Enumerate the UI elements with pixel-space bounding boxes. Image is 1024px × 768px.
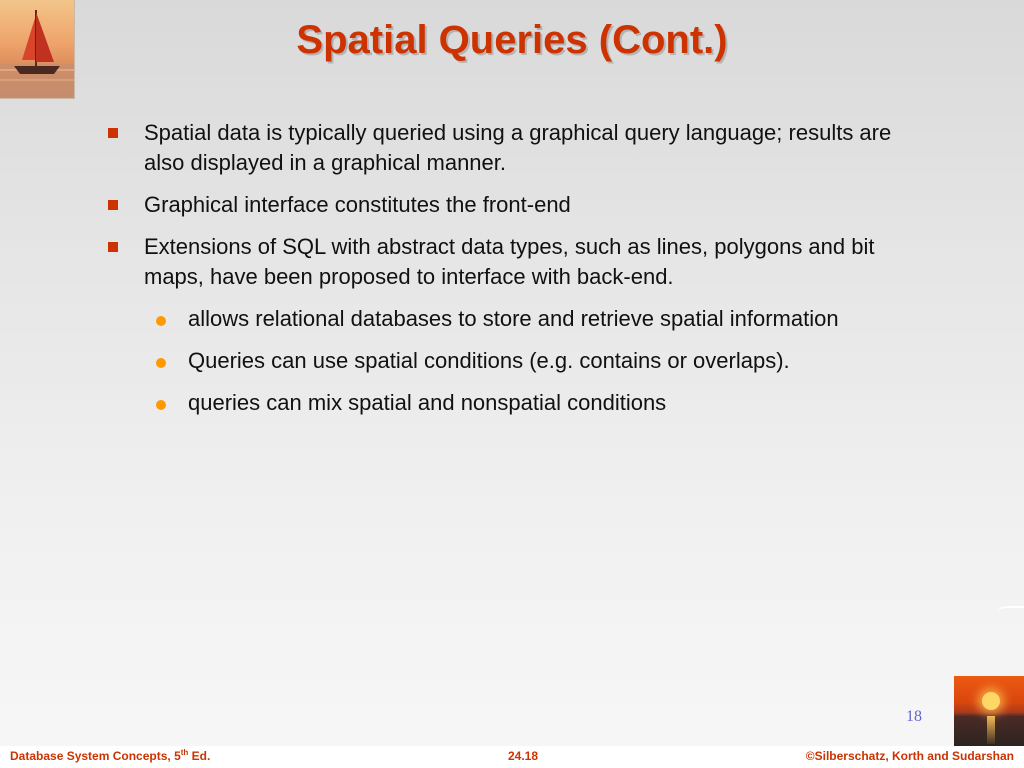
- bullet-text: Graphical interface constitutes the front-end: [144, 192, 571, 217]
- square-bullet-icon: [108, 128, 118, 138]
- subbullet-text: queries can mix spatial and nonspatial conditions: [188, 390, 667, 415]
- bullet-item: [106, 190, 916, 220]
- slide-title: Spatial Queries (Cont.): [296, 18, 728, 62]
- subbullet-item: [106, 346, 916, 376]
- square-bullet-icon: [108, 200, 118, 210]
- slide-content: [106, 118, 916, 430]
- bullet-item: [106, 232, 916, 292]
- footer-copyright: ©Silberschatz, Korth and Sudarshan: [805, 749, 1014, 763]
- bullet-text: Extensions of SQL with abstract data types, such as lines, polygons and bit maps, have been proposed to interface with back-end.: [144, 234, 875, 289]
- subbullet-text: Queries can use spatial conditions (e.g. contains or overlaps).: [188, 348, 790, 373]
- circle-bullet-icon: [156, 316, 166, 326]
- sun-reflection: [987, 716, 995, 744]
- footer-slide-number: 24.18: [508, 749, 539, 763]
- circle-bullet-icon: [156, 358, 166, 368]
- page-number: 18: [906, 708, 922, 725]
- decorative-swoosh: [998, 606, 1024, 614]
- sun-icon: [982, 692, 1000, 710]
- footer-edition-suffix: Ed.: [188, 749, 211, 763]
- footer-edition-superscript: th: [180, 748, 189, 757]
- footer-book-title-text: Database System Concepts, 5: [10, 749, 181, 763]
- subbullet-item: [106, 304, 916, 334]
- subbullet-text: allows relational databases to store and retrieve spatial information: [188, 306, 839, 331]
- subbullet-item: [106, 388, 916, 418]
- circle-bullet-icon: [156, 400, 166, 410]
- bullet-text: Spatial data is typically queried using a graphical query language; results are also displayed in a graphical manner.: [144, 120, 892, 175]
- square-bullet-icon: [108, 242, 118, 252]
- footer-book-title: [10, 748, 210, 763]
- bullet-item: [106, 118, 916, 178]
- sunset-image: [954, 676, 1024, 746]
